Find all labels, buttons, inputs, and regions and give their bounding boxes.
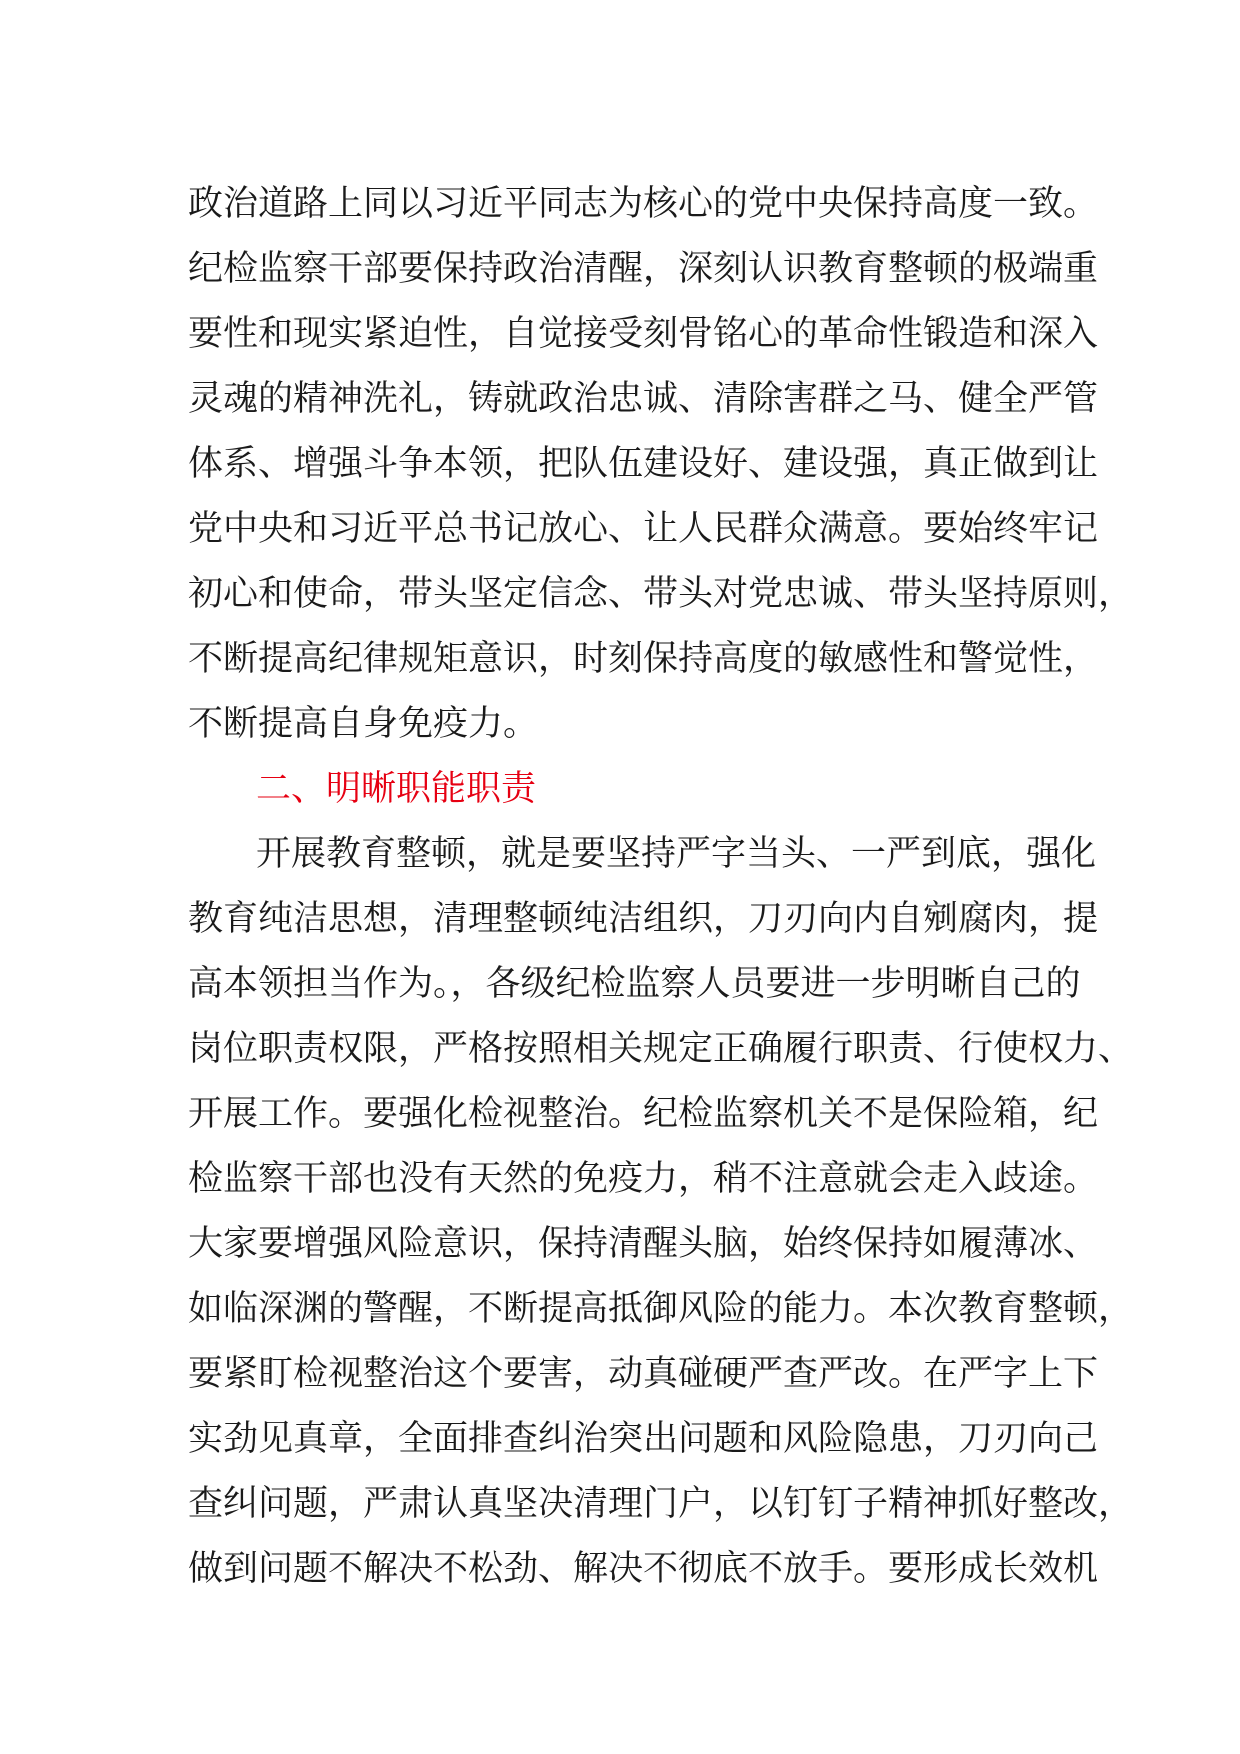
- paragraph-first-line: 开展教育整顿，就是要坚持严字当头、一严到底，强化: [256, 834, 1097, 874]
- body-text-line: 实劲见真章，全面排查纠治突出问题和风险隐患，刀刃向己: [188, 1419, 1099, 1459]
- body-text-line: 不断提高自身免疫力。: [188, 704, 539, 744]
- body-text-line: 岗位职责权限，严格按照相关规定正确履行职责、行使权力、: [188, 1029, 1134, 1069]
- section-heading: 二、明晰职能职责: [256, 769, 537, 809]
- body-text-line: 不断提高纪律规矩意识，时刻保持高度的敏感性和警觉性，: [188, 639, 1099, 679]
- body-text-line: 如临深渊的警醒，不断提高抵御风险的能力。本次教育整顿，: [188, 1289, 1134, 1329]
- body-text-line: 查纠问题，严肃认真坚决清理门户，以钉钉子精神抓好整改，: [188, 1484, 1134, 1524]
- document-body: [188, 172, 1134, 1602]
- body-text-line: 教育纯洁思想，清理整顿纯洁组织，刀刃向内自剜腐肉，提: [188, 899, 1099, 939]
- body-text-line: 初心和使命，带头坚定信念、带头对党忠诚、带头坚持原则，: [188, 574, 1134, 614]
- body-text-line: 灵魂的精神洗礼，铸就政治忠诚、清除害群之马、健全严管: [188, 379, 1099, 419]
- body-text-line: 体系、增强斗争本领，把队伍建设好、建设强，真正做到让: [188, 444, 1099, 484]
- body-text-line: 大家要增强风险意识，保持清醒头脑，始终保持如履薄冰、: [188, 1224, 1099, 1264]
- body-text-line: 要紧盯检视整治这个要害，动真碰硬严查严改。在严字上下: [188, 1354, 1099, 1394]
- body-text-line: 做到问题不解决不松劲、解决不彻底不放手。要形成长效机: [188, 1549, 1099, 1589]
- body-text-line: 高本领担当作为。，各级纪检监察人员要进一步明晰自己的: [188, 964, 1081, 1004]
- body-text-line: 检监察干部也没有天然的免疫力，稍不注意就会走入歧途。: [188, 1159, 1099, 1199]
- body-text-line: 开展工作。要强化检视整治。纪检监察机关不是保险箱，纪: [188, 1094, 1099, 1134]
- body-text-line: 纪检监察干部要保持政治清醒，深刻认识教育整顿的极端重: [188, 249, 1099, 289]
- body-text-line: 政治道路上同以习近平同志为核心的党中央保持高度一致。: [188, 184, 1099, 224]
- body-text-line: 要性和现实紧迫性，自觉接受刻骨铭心的革命性锻造和深入: [188, 314, 1099, 354]
- body-text-line: 党中央和习近平总书记放心、让人民群众满意。要始终牢记: [188, 509, 1099, 549]
